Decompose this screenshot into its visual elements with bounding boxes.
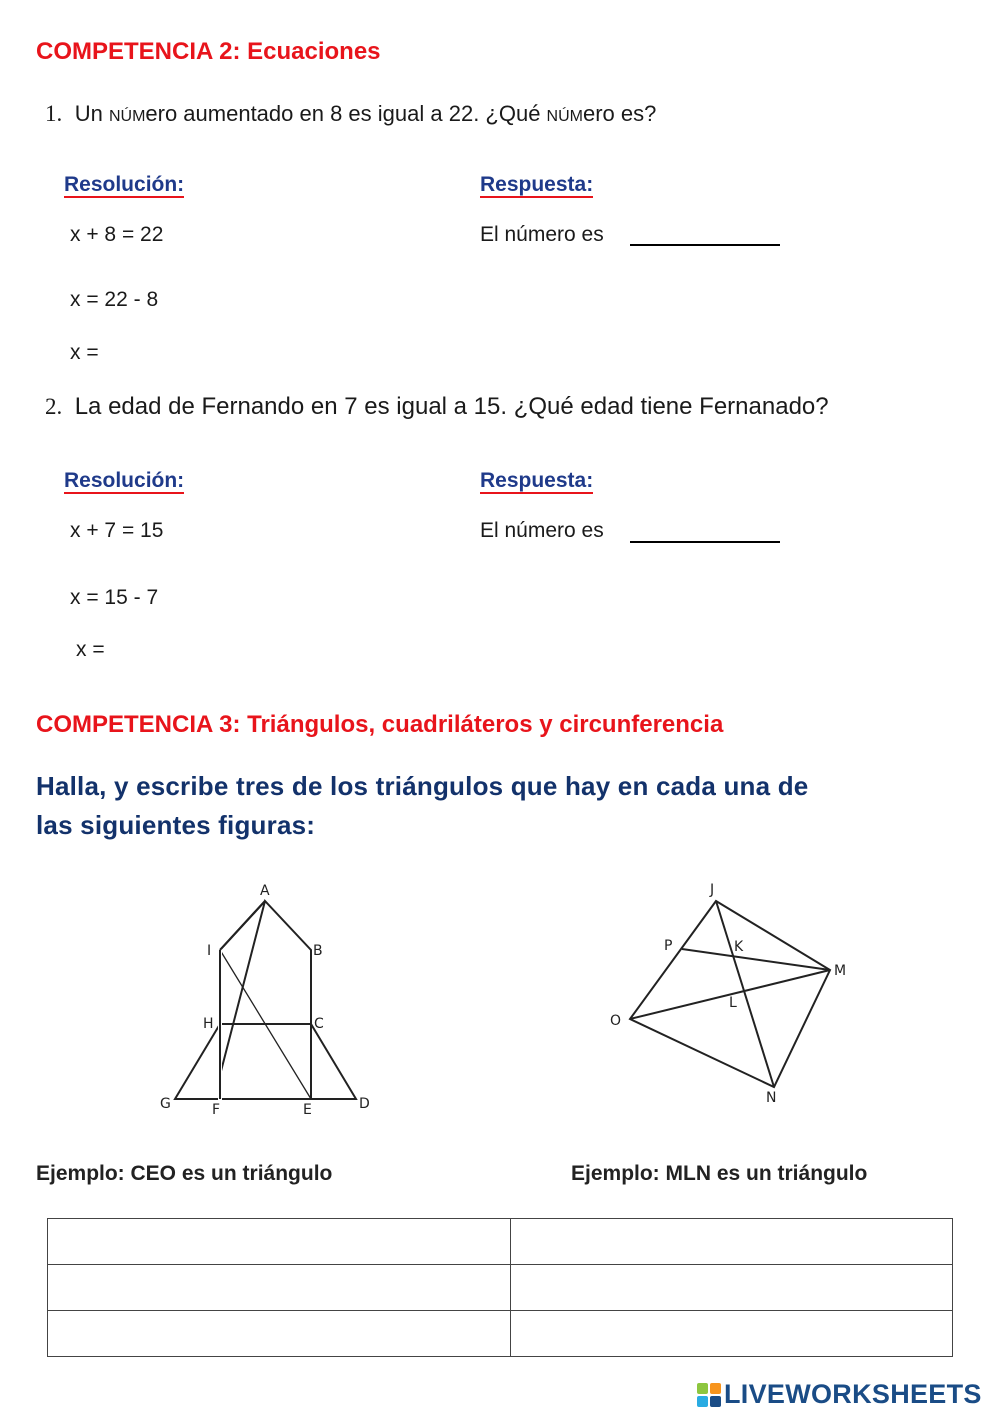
instruction-line-1: Halla, y escribe tres de los triángulos que hay en cada una de [36, 771, 809, 801]
logo-square [710, 1383, 721, 1394]
label-H: H [203, 1016, 214, 1032]
answer-text-2: El número es [480, 519, 604, 542]
instruction-line-2: las siguientes figuras: [36, 810, 316, 840]
label-E: E [303, 1102, 312, 1118]
logo-square [697, 1396, 708, 1407]
liveworksheets-logo[interactable] [697, 1379, 982, 1410]
label-K: K [734, 939, 744, 955]
logo-text: LIVEWORKSHEETS [724, 1379, 982, 1409]
question-text [75, 101, 657, 126]
figure-2-geometry [600, 875, 860, 1110]
label-L: L [729, 995, 737, 1011]
label-F: F [212, 1102, 221, 1118]
section-title-competencia-2: COMPETENCIA 2: Ecuaciones [36, 38, 381, 65]
question-text: La edad de Fernando en 7 es igual a 15. ¿Qué edad tiene Fernanado? [74, 393, 829, 420]
example-2: Ejemplo: MLN es un triángulo [571, 1162, 868, 1185]
label-B: B [313, 943, 323, 959]
equation-2-line-2: x = 15 - 7 [70, 586, 159, 609]
label-G: G [160, 1096, 171, 1112]
label-D: D [359, 1096, 370, 1112]
example-1: Ejemplo: CEO es un triángulo [36, 1162, 333, 1185]
table-row [48, 1219, 953, 1265]
label-C: C [314, 1016, 324, 1032]
label-A: A [260, 883, 270, 899]
answer-blank-1[interactable] [630, 244, 780, 246]
equation-2-line-3: x = [76, 638, 105, 661]
answer-text-1: El número es [480, 223, 604, 246]
answer-cell-left[interactable] [48, 1219, 511, 1265]
equation-1-line-2: x = 22 - 8 [70, 288, 159, 311]
label-M: M [834, 963, 847, 979]
equation-1-line-1: x + 8 = 22 [70, 223, 164, 246]
answer-table [47, 1218, 953, 1357]
label-I: I [207, 943, 212, 959]
answer-cell-right[interactable] [511, 1265, 953, 1311]
respuesta-label-2: Respuesta: [480, 469, 594, 492]
equation-1-line-3: x = [70, 341, 99, 364]
resolucion-label-2: Resolución: [64, 469, 185, 492]
question-2 [45, 393, 829, 421]
respuesta-label-1: Respuesta: [480, 173, 594, 196]
section-title-competencia-3: COMPETENCIA 3: Triángulos, cuadriláteros y circunferencia [36, 711, 724, 738]
question-1 [45, 101, 656, 127]
label-J: J [710, 882, 715, 898]
question-text-part: Un [74, 101, 109, 126]
answer-cell-left[interactable] [48, 1265, 511, 1311]
figure-1-geometry [150, 875, 390, 1120]
logo-mark-icon [697, 1383, 721, 1407]
resolucion-label-1: Resolución: [64, 173, 185, 196]
question-text-part: ero aumentado en 8 es igual a 22. ¿Qué [145, 101, 547, 126]
question-text-smallcaps: NÚM [546, 108, 583, 125]
equation-2-line-1: x + 7 = 15 [70, 519, 164, 542]
label-N: N [766, 1090, 777, 1106]
logo-square [710, 1396, 721, 1407]
answer-cell-right[interactable] [511, 1219, 953, 1265]
answer-blank-2[interactable] [630, 541, 780, 543]
table-row [48, 1311, 953, 1357]
question-number: 2. [45, 394, 63, 419]
question-text-smallcaps: NÚM [108, 108, 146, 125]
figure-1-outline [175, 901, 356, 1099]
segment-PM [682, 949, 830, 970]
segment-JN [716, 901, 774, 1087]
table-row [48, 1265, 953, 1311]
label-O: O [610, 1013, 622, 1029]
label-P: P [664, 938, 673, 954]
question-number: 1. [45, 101, 63, 126]
answer-cell-right[interactable] [511, 1311, 953, 1357]
question-text-part: ero es? [582, 101, 657, 126]
logo-square [697, 1383, 708, 1394]
answer-cell-left[interactable] [48, 1311, 511, 1357]
